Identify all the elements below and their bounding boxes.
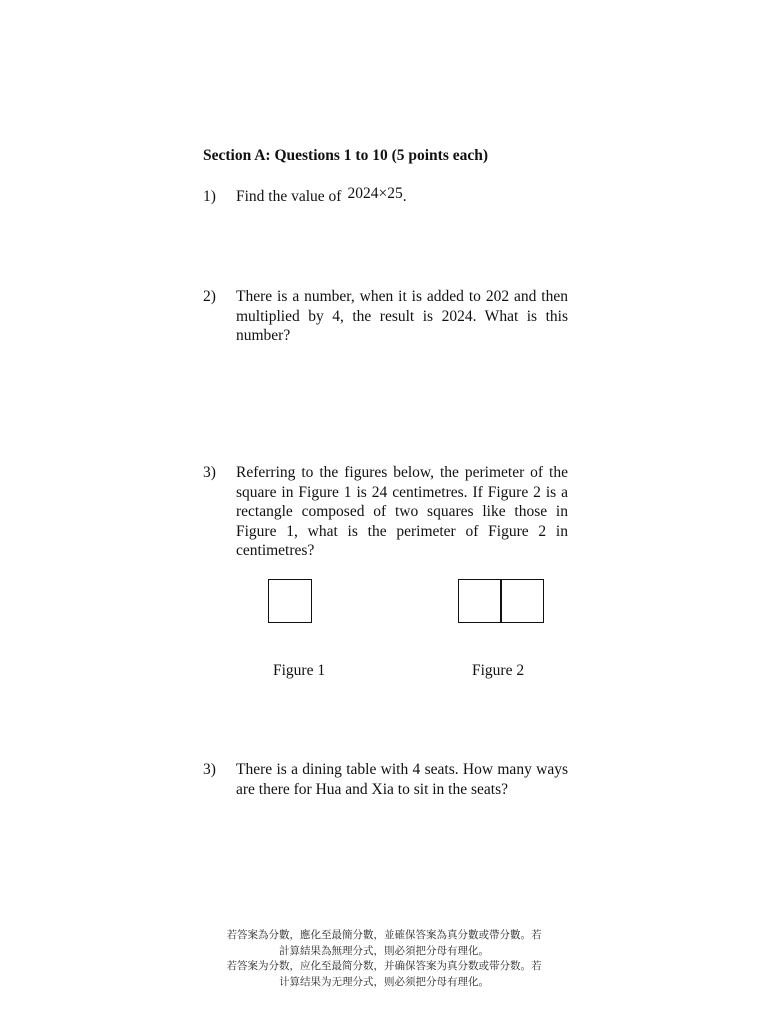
- question-number: 3): [203, 464, 216, 481]
- question-number: 3): [203, 761, 216, 778]
- question-text: [236, 187, 568, 207]
- math-expression: 2024×25: [347, 185, 403, 202]
- question-1-period: .: [402, 188, 407, 205]
- section-heading: Section A: Questions 1 to 10 (5 points each): [203, 147, 489, 164]
- figure-1-caption: Figure 1: [273, 662, 326, 679]
- figure-1-square: [268, 579, 312, 623]
- question-text: There is a number, when it is added to 202 and then multiplied by 4, the result is 2024. What is this number?: [236, 288, 568, 344]
- footnote-simplified-line-1: 若答案为分数，应化至最简分数，并确保答案为真分数或带分数。若: [226, 960, 542, 972]
- question-text: Referring to the figures below, the perimeter of the square in Figure 1 is 24 centimetres. If Figure 2 is a rectangle composed of two squares like those in Figure 1, what is the perimeter of Figure 2 in centimetres?: [236, 464, 568, 559]
- question-4: [203, 760, 568, 799]
- footnote-simplified-line-2: 计算结果为无理分式，则必须把分母有理化。: [279, 975, 489, 988]
- figure-2-divider: [500, 580, 502, 622]
- question-text: There is a dining table with 4 seats. How many ways are there for Hua and Xia to sit in the seats?: [236, 761, 568, 798]
- question-number: 2): [203, 288, 216, 305]
- figure-2-caption: Figure 2: [472, 662, 525, 679]
- footnote-traditional-line-2: 計算結果為無理分式，則必須把分母有理化。: [279, 944, 489, 957]
- question-1-prompt: Find the value of: [236, 188, 342, 205]
- question-2: [203, 287, 568, 346]
- question-number: 1): [203, 188, 216, 205]
- footnote-traditional-line-1: 若答案為分數，應化至最簡分數，並確保答案為真分數或帶分數。若: [226, 929, 542, 941]
- footnote: [184, 928, 584, 990]
- question-3: [203, 463, 568, 561]
- figure-2-rectangle: [458, 579, 544, 623]
- question-1: [203, 187, 568, 207]
